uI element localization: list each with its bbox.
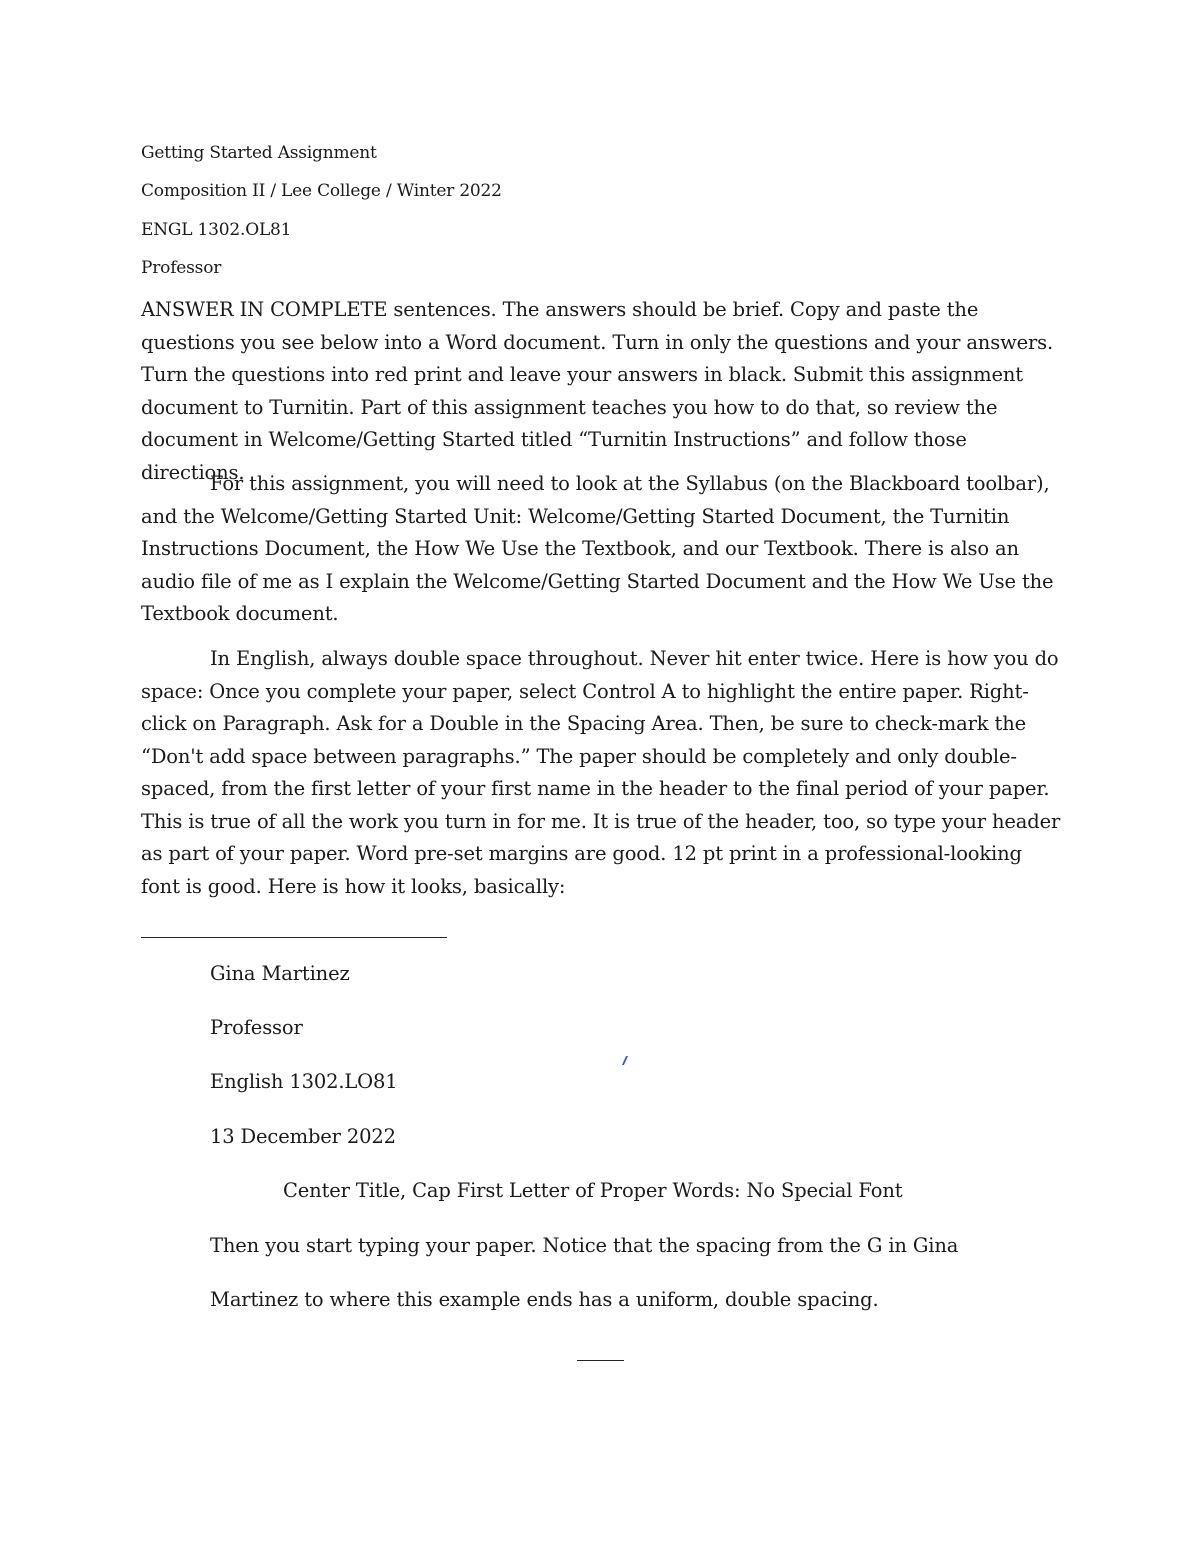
assignment-title: Getting Started Assignment: [141, 143, 377, 163]
example-student-name: Gina Martinez: [210, 962, 350, 985]
section-number: ENGL 1302.OL81: [141, 220, 292, 240]
materials-text: For this assignment, you will need to look at the Syllabus (on the Blackboard toolbar), and the Welcome/Getting Started Unit: Welcome/Getting Started Document, the Turnitin Instructions Document, the How We Use the Textbook, and our Textbook. There is also an audio file of me as I explain the Welcome/Getting Started Document and the How We Use the Textbook document.: [141, 472, 1054, 625]
instructions-paragraph: [141, 294, 1061, 489]
formatting-text: In English, always double space throughout. Never hit enter twice. Here is how you do space: Once you complete your paper, select Control A to highlight the entire paper. Right-click on Paragraph. Ask for a Double in the Spacing Area. Then, be sure to check-mark the “Don't add space between paragraphs.” The paper should be completely and only double-spaced, from the first letter of your first name in the header to the final period of your paper. This is true of all the work you turn in for me. It is true of the header, too, so type your header as part of your paper. Word pre-set margins are good. 12 pt print in a professional-looking font is good. Here is how it looks, basically:: [141, 647, 1061, 898]
stray-tick-mark: [622, 1056, 628, 1065]
instructions-text: ANSWER IN COMPLETE sentences. The answers should be brief. Copy and paste the questions you see below into a Word document. Turn in only the questions and your answers. Turn the questions into red print and leave your answers in black. Submit this assignment document to Turnitin. Part of this assignment teaches you how to do that, so review the document in Welcome/Getting Started titled “Turnitin Instructions” and follow those directions.: [141, 298, 1054, 484]
course-info: Composition II / Lee College / Winter 2022: [141, 181, 502, 201]
example-title: Center Title, Cap First Letter of Proper Words: No Special Font: [283, 1179, 903, 1202]
formatting-paragraph: [141, 643, 1061, 903]
instructor-name: Professor: [141, 258, 222, 278]
example-date: 13 December 2022: [210, 1125, 396, 1148]
example-course: English 1302.LO81: [210, 1070, 398, 1093]
example-instructor: Professor: [210, 1016, 303, 1039]
end-separator-line: [577, 1360, 624, 1361]
example-body-line-1: Then you start typing your paper. Notice that the spacing from the G in Gina: [210, 1234, 959, 1257]
example-body-line-2: Martinez to where this example ends has a uniform, double spacing.: [210, 1288, 879, 1311]
example-separator-line: [141, 937, 447, 938]
materials-paragraph: [141, 468, 1061, 631]
